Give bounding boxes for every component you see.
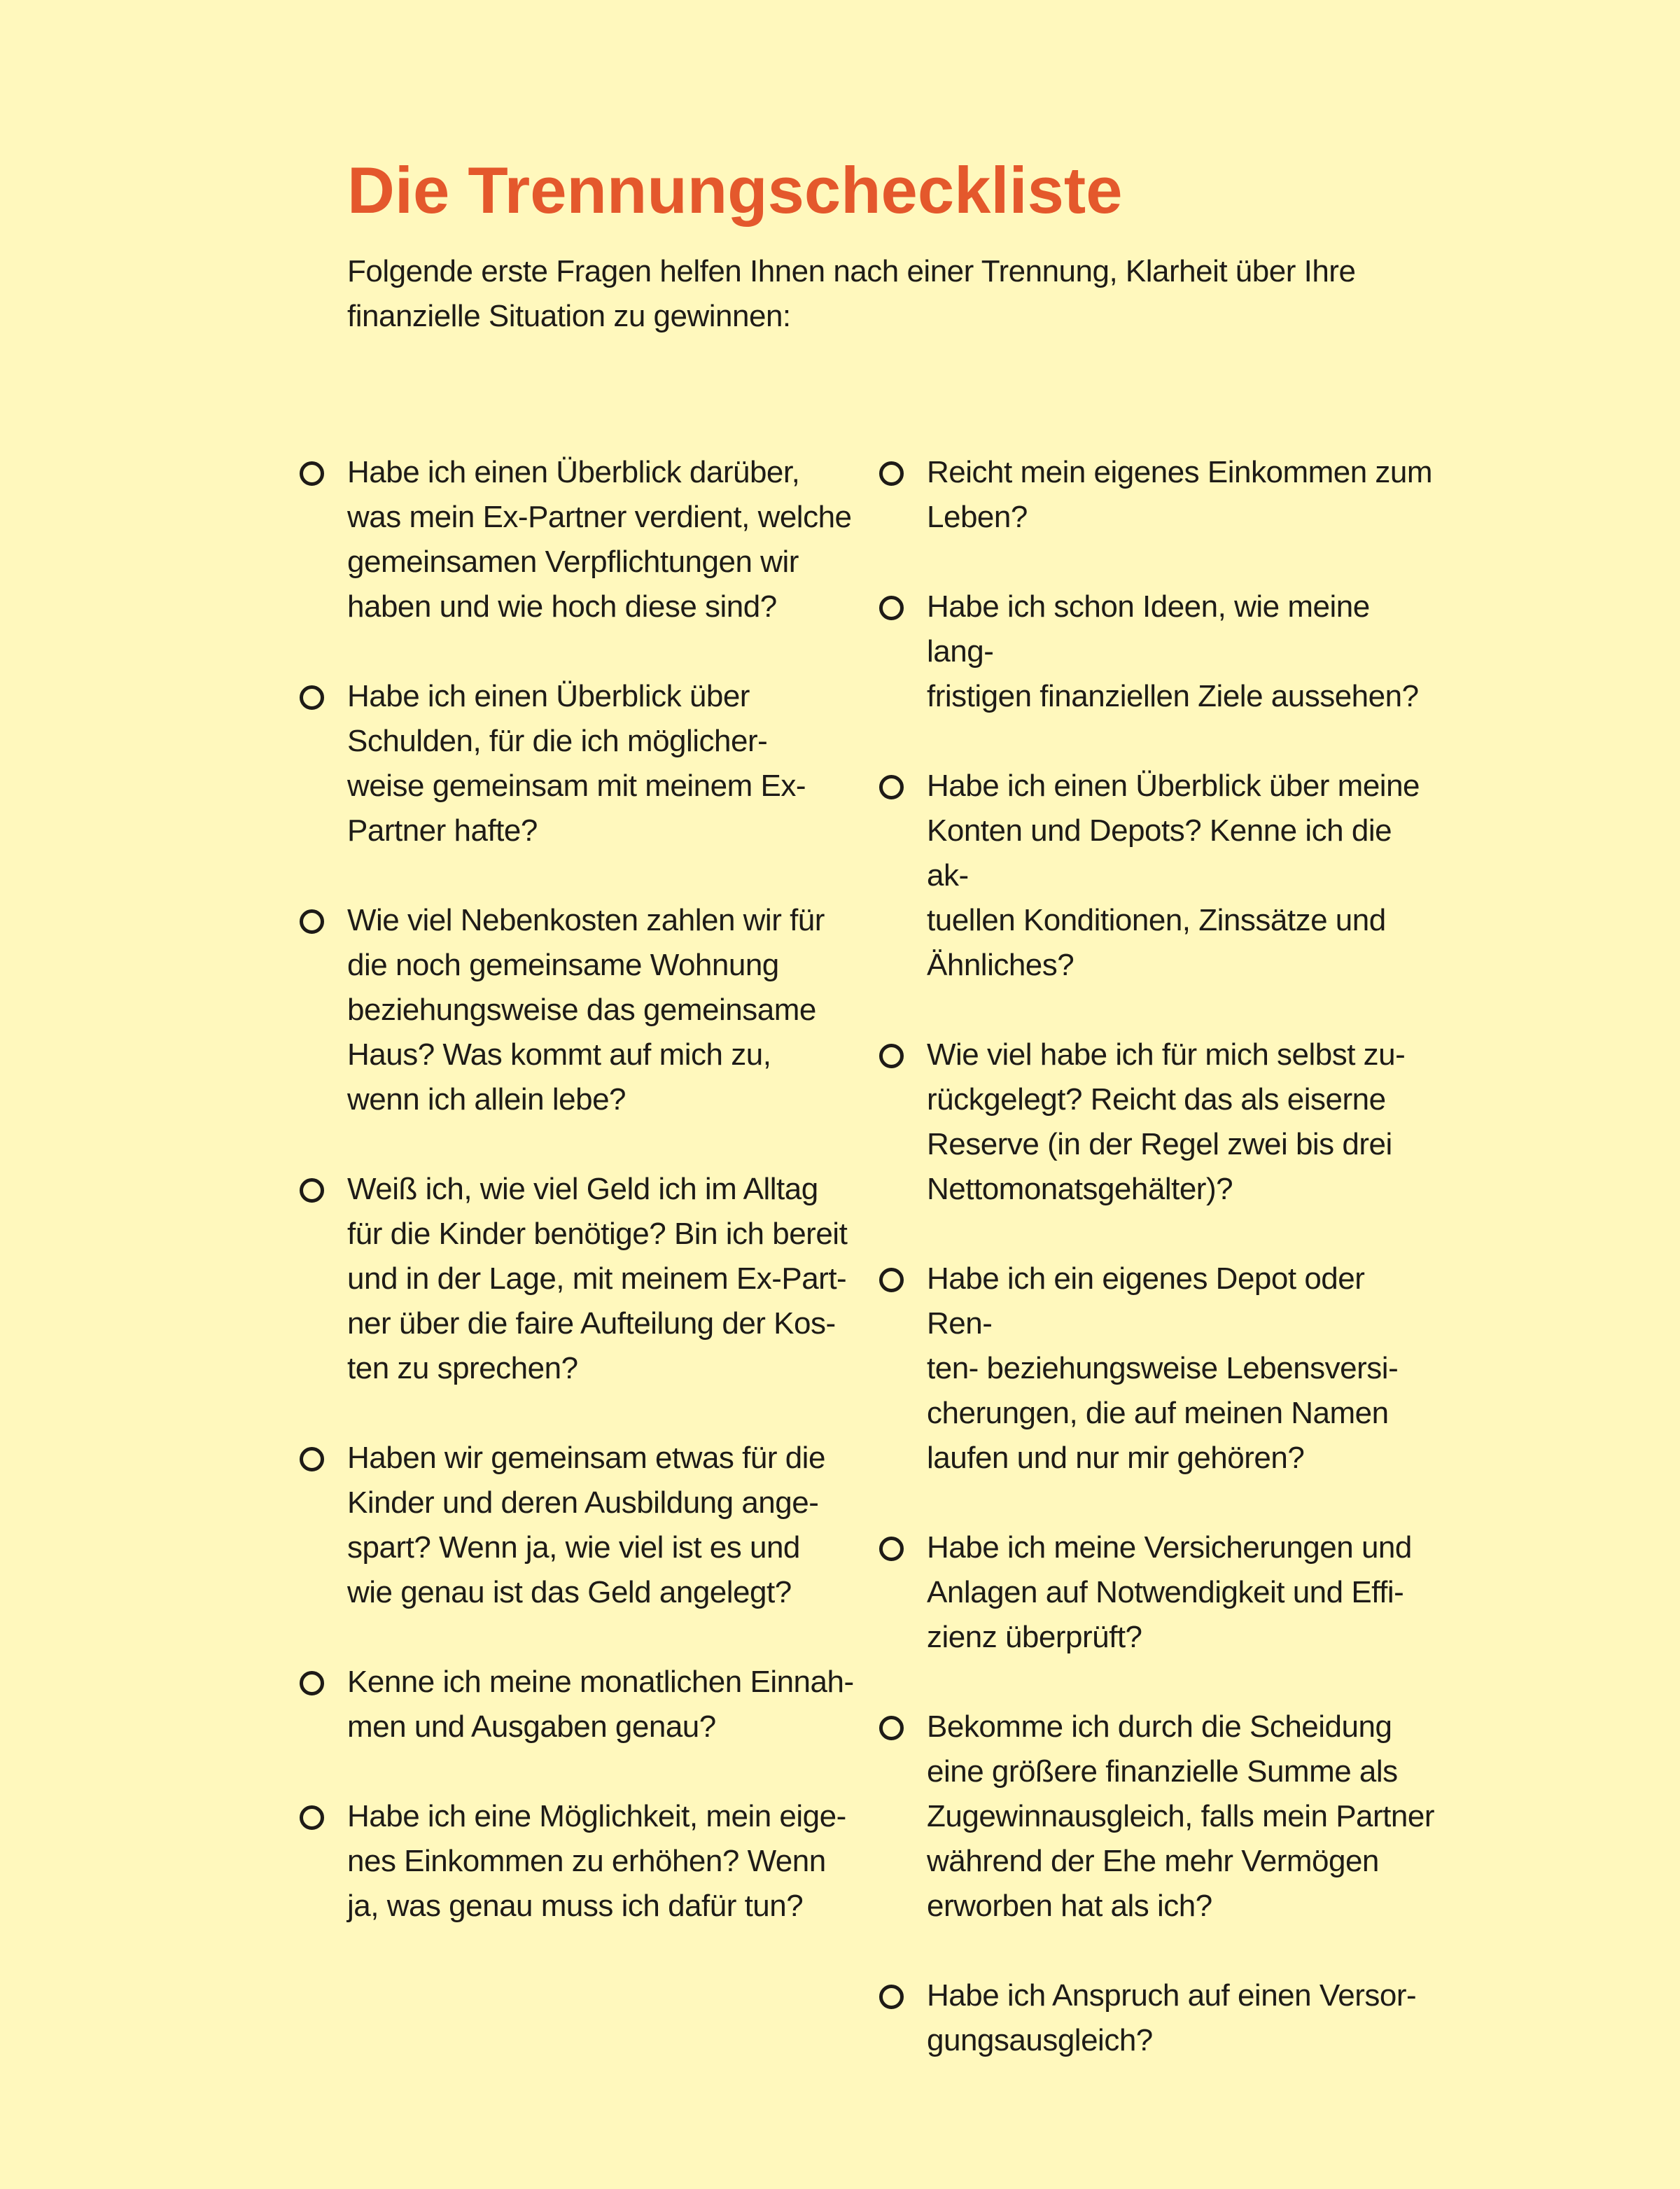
checklist-item-text: Haben wir gemeinsam etwas für die Kinder und deren Ausbildung ange- spart? Wenn ja, wie viel ist es und wie genau ist das Geld angelegt? [347, 1441, 825, 1609]
checkbox-circle-icon[interactable] [879, 1044, 904, 1068]
checklist-item [876, 585, 1436, 719]
checklist-left-column [297, 450, 857, 1973]
checklist-item-text: Wie viel habe ich für mich selbst zu- rückgelegt? Reicht das als eiserne Reserve (in der Regel zwei bis drei Nettomonatsgehälter)? [927, 1037, 1406, 1206]
checklist-item-text: Habe ich eine Möglichkeit, mein eige- nes Einkommen zu erhöhen? Wenn ja, was genau muss ich dafür tun? [347, 1799, 846, 1923]
checkbox-circle-icon[interactable] [879, 1268, 904, 1292]
intro-text: Folgende erste Fragen helfen Ihnen nach einer Trennung, Klarheit über Ihre finanzielle Situation zu gewinnen: [347, 254, 1356, 333]
checklist-item-text: Habe ich einen Überblick darüber, was mein Ex-Partner verdient, welche gemeinsamen Verpflichtungen wir haben und wie hoch diese sind? [347, 455, 852, 624]
checklist-item-text: Habe ich einen Überblick über Schulden, für die ich möglicher- weise gemeinsam mit meinem Ex- Partner hafte? [347, 679, 806, 848]
checklist-item-text: Weiß ich, wie viel Geld ich im Alltag für die Kinder benötige? Bin ich bereit und in der Lage, mit meinem Ex-Part- ner über die faire Aufteilung der Kos- ten zu sprechen? [347, 1172, 848, 1385]
checklist-item [876, 1033, 1436, 1212]
checkbox-circle-icon[interactable] [300, 685, 324, 710]
checklist-item [297, 898, 857, 1122]
checkbox-circle-icon[interactable] [879, 775, 904, 799]
checklist-item-text: Habe ich schon Ideen, wie meine lang- fristigen finanziellen Ziele aussehen? [927, 589, 1419, 713]
checklist-item [297, 1436, 857, 1615]
checklist-item-text: Reicht mein eigenes Einkommen zum Leben? [927, 455, 1433, 534]
checklist-item [876, 1257, 1436, 1481]
checklist-item [297, 1660, 857, 1749]
checklist-item [297, 1167, 857, 1391]
checklist-item-text: Bekomme ich durch die Scheidung eine größere finanzielle Summe als Zugewinnausgleich, falls mein Partner während der Ehe mehr Vermögen erworben hat als ich? [927, 1709, 1434, 1923]
checkbox-circle-icon[interactable] [300, 1447, 324, 1471]
checkbox-circle-icon[interactable] [879, 1537, 904, 1561]
page-title: Die Trennungscheckliste [347, 153, 1123, 227]
checklist-item [876, 764, 1436, 988]
checkbox-circle-icon[interactable] [879, 1716, 904, 1740]
checklist-item-text: Habe ich meine Versicherungen und Anlagen auf Notwendigkeit und Effi- zienz überprüft? [927, 1530, 1412, 1654]
checkbox-circle-icon[interactable] [879, 461, 904, 486]
checkbox-circle-icon[interactable] [879, 596, 904, 620]
checklist-item [876, 1525, 1436, 1660]
checklist-right-column [876, 450, 1436, 2108]
checkbox-circle-icon[interactable] [879, 1985, 904, 2009]
checkbox-circle-icon[interactable] [300, 1178, 324, 1203]
checklist-item [297, 674, 857, 853]
checkbox-circle-icon[interactable] [300, 1805, 324, 1830]
checklist-item-text: Kenne ich meine monatlichen Einnah- men und Ausgaben genau? [347, 1665, 854, 1744]
checklist-item [876, 1705, 1436, 1929]
checklist-item-text: Wie viel Nebenkosten zahlen wir für die noch gemeinsame Wohnung beziehungsweise das gemeinsame Haus? Was kommt auf mich zu, wenn ich allein lebe? [347, 903, 825, 1117]
checklist-item-text: Habe ich einen Überblick über meine Konten und Depots? Kenne ich die ak- tuellen Konditionen, Zinssätze und Ähnliches? [927, 769, 1420, 982]
checkbox-circle-icon[interactable] [300, 909, 324, 934]
checklist-item [297, 450, 857, 629]
checkbox-circle-icon[interactable] [300, 1671, 324, 1695]
checklist-item [876, 450, 1436, 540]
checklist-item [297, 1794, 857, 1929]
checklist-item-text: Habe ich Anspruch auf einen Versor- gungsausgleich? [927, 1978, 1417, 2057]
checklist-item [876, 1973, 1436, 2063]
checkbox-circle-icon[interactable] [300, 461, 324, 486]
checklist-item-text: Habe ich ein eigenes Depot oder Ren- ten- beziehungsweise Lebensversi- cherungen, die auf meinen Namen laufen und nur mir gehören? [927, 1261, 1399, 1475]
